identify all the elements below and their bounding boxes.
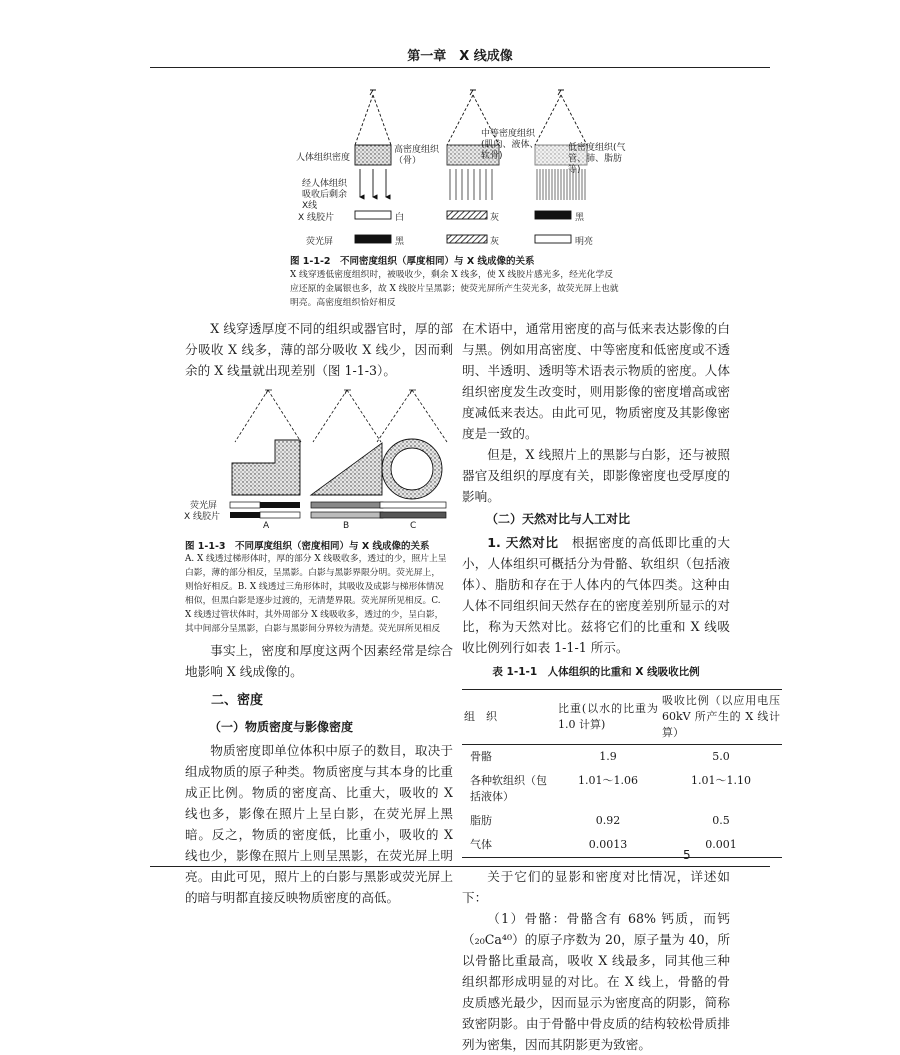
- label-c: C: [410, 521, 417, 531]
- label-white: 白: [395, 213, 405, 223]
- figure-1-1-2-labels: [290, 85, 650, 255]
- paragraph-intro: X 线穿透厚度不同的组织或器官时，厚的部分吸收 X 线多，薄的部分吸收 X 线少，因而剩余的 X 线量就出现差别（图 1-1-3）。: [185, 321, 453, 378]
- figure-1-1-2-caption: 图 1-1-2 不同密度组织（厚度相同）与 X 线成像的关系: [290, 256, 535, 267]
- table-cell: 脂肪: [470, 814, 492, 827]
- header-rule: [150, 67, 770, 68]
- table-cell: 气体: [462, 833, 556, 858]
- label-low-density: 低密度组织(气管、肺、脂肪等): [568, 143, 626, 175]
- subsection-heading-contrast: （二）天然对比与人工对比: [486, 512, 631, 526]
- table-cell: 各种软组织（包括液体）: [470, 774, 547, 803]
- table-header-row: [462, 690, 782, 745]
- label-gray-1: 灰: [490, 213, 500, 223]
- figure-1-1-2-description: X 线穿透低密度组织时，被吸收少，剩余 X 线多，使 X 线胶片感光多，经光化学反应还原的金属银也多，故 X 线胶片呈黑影；使荧光屏所产生荧光多，故荧光屏上也就明亮。高密度组织恰好相反: [290, 270, 619, 308]
- table-cell: 0.001: [660, 833, 782, 858]
- figure-1-1-3-caption: 图 1-1-3 不同厚度组织（密度相同）与 X 线成像的关系: [185, 541, 430, 552]
- label-film-2: X 线胶片: [184, 512, 221, 522]
- table-row: [462, 745, 782, 770]
- left-column-bottom: [185, 640, 453, 908]
- label-absorbed: 经人体组织吸收后剩余X线: [302, 179, 348, 211]
- label-tissue-density: 人体组织密度: [296, 153, 351, 163]
- table-cell: 1.01～1.06: [578, 774, 638, 787]
- label-b: B: [343, 521, 350, 531]
- table-row: [462, 833, 782, 858]
- table-cell: 0.0013: [556, 833, 660, 858]
- table-cell: 骨骼: [470, 750, 492, 763]
- table-header-specific-gravity: 比重(以水的比重为 1.0 计算): [556, 690, 660, 745]
- table-cell: 5.0: [712, 750, 730, 763]
- right-column: [462, 318, 780, 1055]
- subsection-heading-material-density: （一）物质密度与影像密度: [209, 720, 354, 734]
- tissue-table: [462, 689, 782, 858]
- paragraph-bone: （1）骨骼：骨骼含有 68% 钙质，而钙（₂₀Ca⁴⁰）的原子序数为 20，原子量为 40，所以骨骼比重最高，吸收 X 线最多，同其他三种组织都形成明显的对比。在 X 线上，骨骼的骨皮质感光最少，因而显示为密度高的阴影，简称致密阴影。由于骨骼中骨皮质的结构较松骨质排列为密集，因而其阴影更为致密。: [462, 911, 730, 1052]
- table-row: [462, 809, 782, 833]
- paragraph-following: 关于它们的显影和密度对比情况，详述如下：: [462, 869, 730, 905]
- table-caption: 表 1-1-1 人体组织的比重和 X 线吸收比例: [492, 666, 700, 678]
- chapter-header: 第一章 X 线成像: [407, 49, 513, 64]
- paragraph-combined: 事实上，密度和厚度这两个因素经常是综合地影响 X 线成像的。: [185, 643, 453, 679]
- table-header-absorption: 吸收比例（以应用电压 60kV 所产生的 X 线计算）: [660, 690, 782, 745]
- label-screen: 荧光屏: [306, 237, 334, 247]
- label-film: X 线胶片: [298, 213, 335, 223]
- label-gray-2: 灰: [490, 237, 500, 247]
- table-row: [462, 769, 782, 809]
- natural-contrast-text: 根据密度的高低即比重的大小，人体组织可概括分为骨骼、软组织（包括液体）、脂肪和存在于人体内的气体四类。这种由人体不同组织间天然存在的密度差别所显示的对比，称为天然对比。兹将它们的比重和 X 线吸收比例列行如表 1-1-1 所示。: [462, 535, 731, 655]
- table-cell: 1.01～1.10: [691, 774, 751, 787]
- label-bright: 明亮: [575, 237, 594, 247]
- label-screen-2: 荧光屏: [190, 501, 218, 511]
- label-a: A: [263, 521, 270, 531]
- left-column-top: [185, 318, 453, 381]
- label-high-density: 高密度组织（骨）: [394, 145, 440, 166]
- section-heading-density: 二、密度: [211, 693, 264, 708]
- paragraph-thickness: 但是，X 线照片上的黑影与白影，还与被照器官及组织的厚度有关，即影像密度也受厚度的影响。: [462, 447, 730, 504]
- label-black-2: 黑: [395, 237, 405, 247]
- label-medium-density: 中等密度组织(肌肉、液体、软骨): [481, 129, 539, 161]
- paragraph-density: 物质密度即单位体积中原子的数目，取决于组成物质的原子种类。物质密度与其本身的比重成正比例。物质的密度高、比重大，吸收的 X 线也多，影像在照片上呈白影，在荧光屏上黑暗。反之，物质的密度低，比重小，吸收的 X 线也少，影像在照片上则呈黑影，在荧光屏上明亮。由此可见，照片上的白影与黑影或荧光屏上的暗与明都直接反映物质密度的高低。: [185, 743, 453, 905]
- paragraph-natural-contrast: [462, 532, 730, 658]
- figure-1-1-3-description: A. X 线透过梯形体时，厚的部分 X 线吸收多，透过的少，照片上呈白影，薄的部分相反，呈黑影。白影与黑影界限分明。荧光屏上，则恰好相反。B. X 线透过三角形体时，其吸收及成影与梯形体情况相似，但黑白影是逐步过渡的，无清楚界限。荧光屏所见相反。C. X 线透过管状体时，其外周部分 X 线吸收多，透过的少，呈白影，其中间部分呈黑影，白影与黑影间分界较为清楚。荧光屏所见相反: [185, 554, 447, 634]
- table-cell: 0.5: [712, 814, 730, 827]
- page-number: 5: [683, 848, 691, 862]
- footer-rule: [150, 866, 770, 867]
- paragraph-terms: 在术语中，通常用密度的高与低来表达影像的白与黑。例如用高密度、中等密度和低密度或不透明、半透明、透明等术语表示物质的密度。人体组织密度发生改变时，则用影像的密度增高或密度减低来表达。由此可见，物质密度及其影像密度是一致的。: [462, 321, 730, 441]
- table-cell: 1.9: [599, 750, 617, 763]
- figure-1-1-3-labels: [184, 385, 450, 535]
- label-black: 黑: [575, 213, 585, 223]
- table-header-tissue: 组 织: [462, 690, 556, 745]
- table-cell: 0.92: [595, 814, 621, 827]
- term-natural-contrast: 1. 天然对比: [487, 535, 559, 550]
